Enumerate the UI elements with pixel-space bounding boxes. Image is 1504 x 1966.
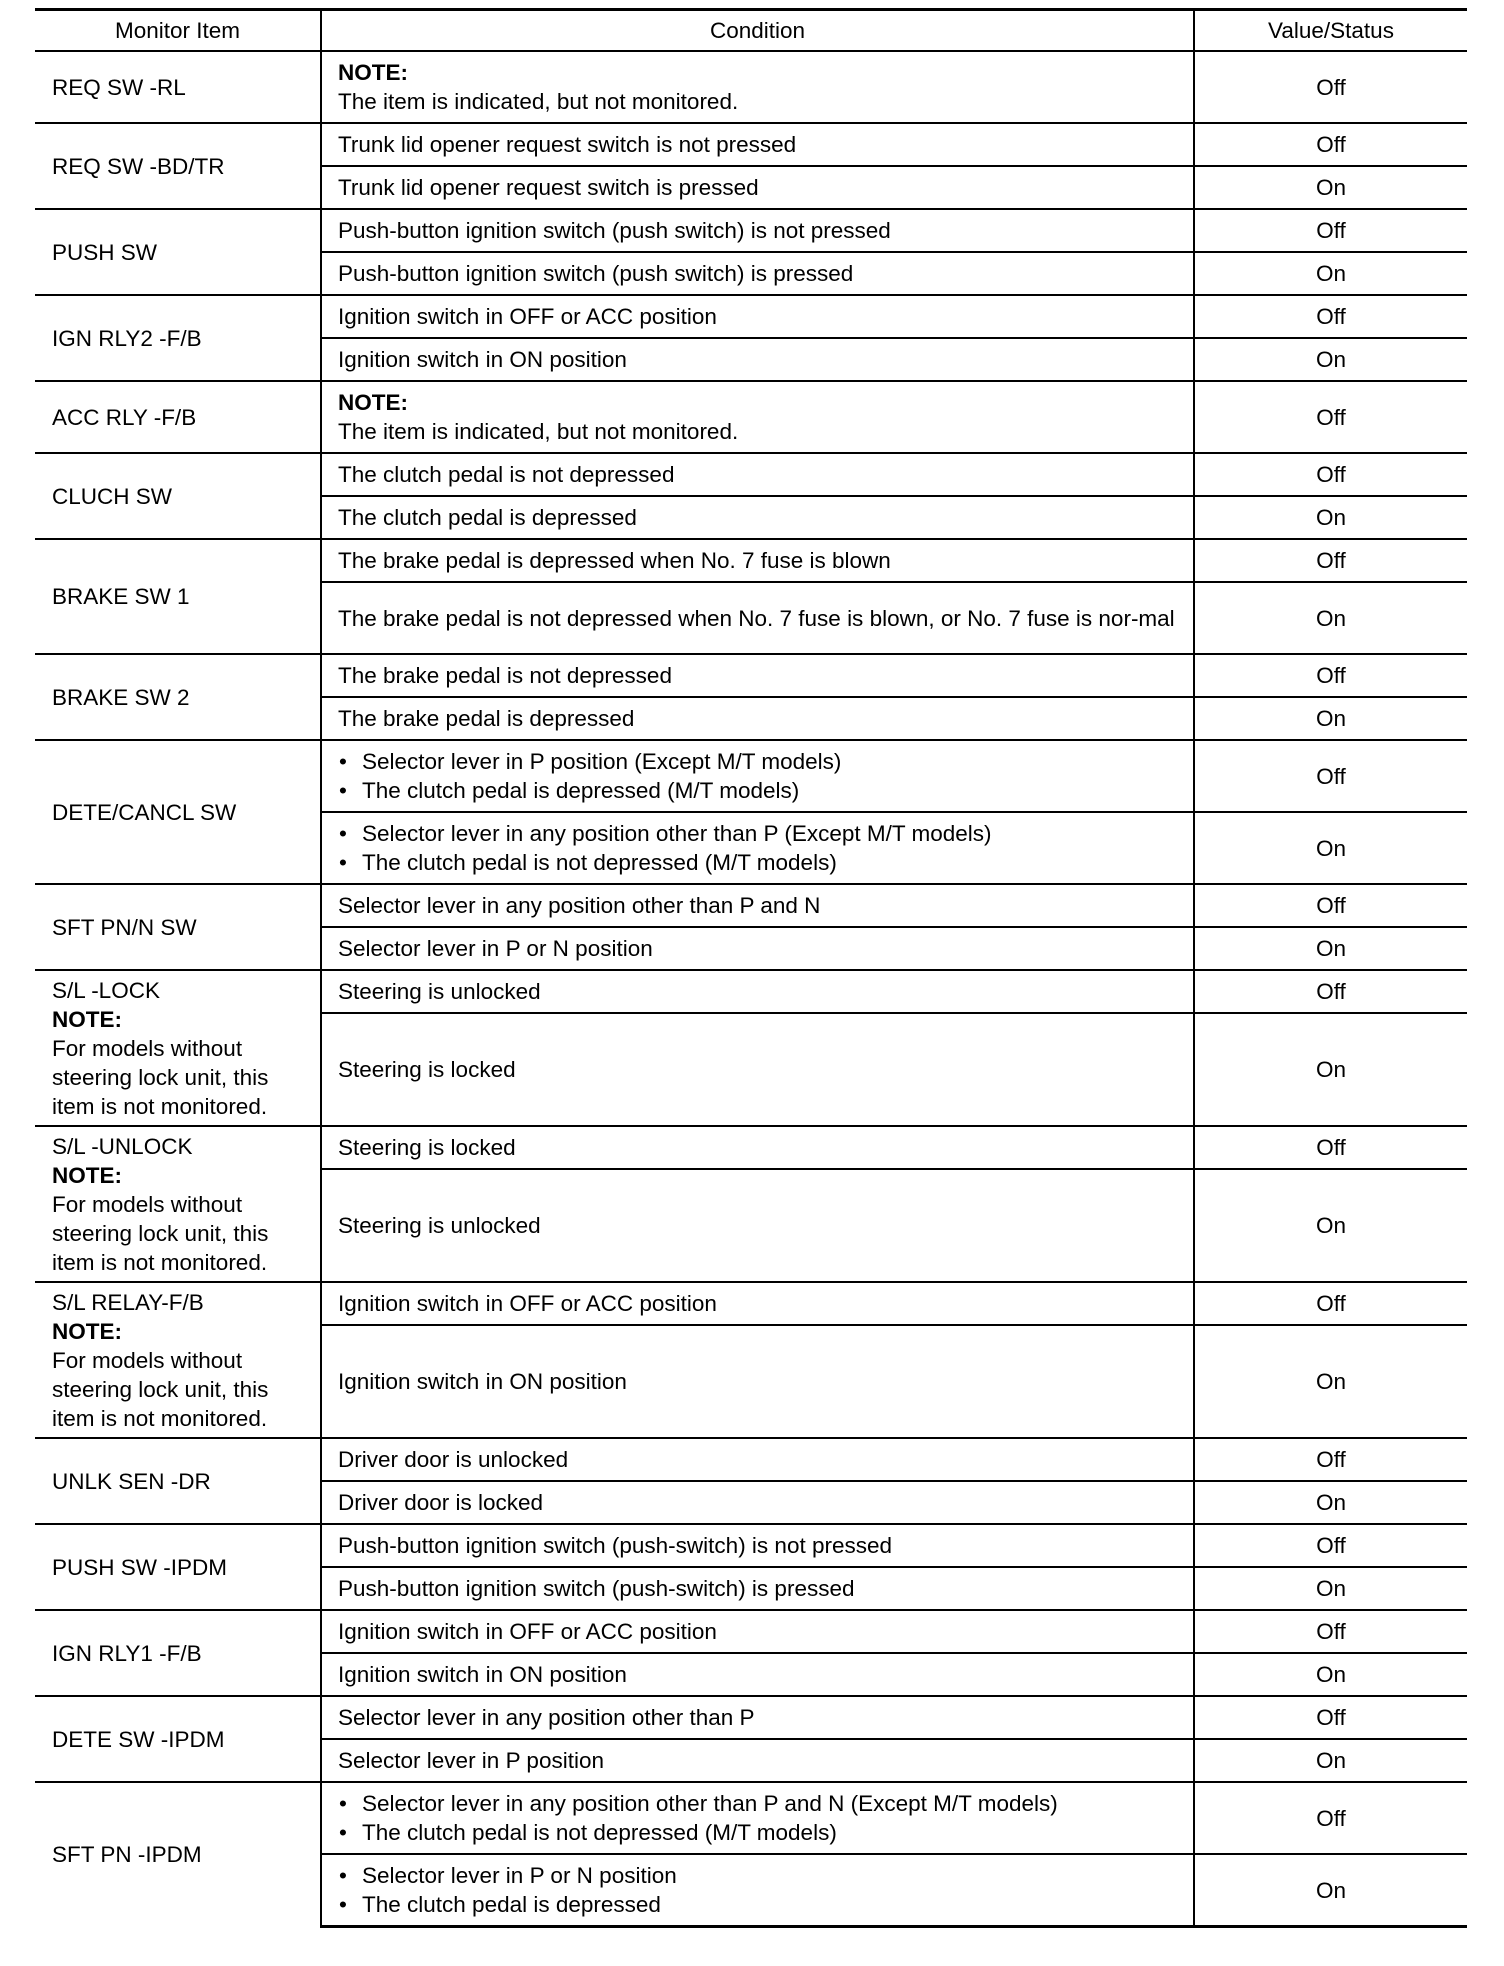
monitor-item-name: S/L -UNLOCK	[52, 1133, 193, 1159]
value-status-cell: Off	[1194, 51, 1467, 123]
condition-cell	[321, 1696, 1194, 1739]
value-status-cell: Off	[1194, 1282, 1467, 1325]
monitor-item-name: DETE SW -IPDM	[52, 1726, 225, 1752]
monitor-item-table	[35, 8, 1467, 1928]
condition-cell	[321, 1782, 1194, 1854]
condition-text: Steering is locked	[338, 1135, 516, 1160]
condition-text: Ignition switch in OFF or ACC position	[338, 1619, 717, 1644]
value-status-cell: Off	[1194, 539, 1467, 582]
condition-cell	[321, 1438, 1194, 1481]
monitor-item-cell	[35, 453, 321, 539]
condition-cell	[321, 927, 1194, 970]
value-status-cell: Off	[1194, 884, 1467, 927]
condition-text: Push-button ignition switch (push switch) is pressed	[338, 261, 854, 286]
condition-cell	[321, 252, 1194, 295]
condition-bullet-item: • Selector lever in any position other than P and N (Except M/T models)	[338, 1789, 1181, 1818]
item-note-label: NOTE:	[52, 1318, 122, 1344]
condition-cell	[321, 582, 1194, 654]
item-note-text: For models without steering lock unit, this item is not monitored.	[52, 1191, 269, 1275]
condition-cell	[321, 697, 1194, 740]
condition-cell	[321, 1126, 1194, 1169]
condition-bullet-item: • The clutch pedal is not depressed (M/T models)	[338, 1818, 1181, 1847]
value-status-cell: Off	[1194, 654, 1467, 697]
monitor-item-cell	[35, 884, 321, 970]
monitor-item-name: BRAKE SW 1	[52, 584, 190, 609]
condition-cell	[321, 1653, 1194, 1696]
condition-text: The item is indicated, but not monitored.	[338, 419, 739, 444]
monitor-item-name: IGN RLY1 -F/B	[52, 1640, 202, 1666]
condition-cell	[321, 1854, 1194, 1927]
value-status-cell: On	[1194, 1481, 1467, 1524]
condition-note-label: NOTE:	[338, 390, 408, 415]
value-status-cell: On	[1194, 812, 1467, 884]
condition-cell	[321, 1567, 1194, 1610]
table-body	[35, 51, 1467, 1927]
condition-cell	[321, 1169, 1194, 1282]
table-row	[35, 970, 1467, 1013]
item-note-label: NOTE:	[52, 1162, 122, 1188]
monitor-item-cell	[35, 381, 321, 453]
table-row	[35, 51, 1467, 123]
monitor-item-name: UNLK SEN -DR	[52, 1468, 211, 1494]
condition-text: Steering is unlocked	[338, 979, 541, 1004]
monitor-item-cell	[35, 1696, 321, 1782]
condition-cell	[321, 539, 1194, 582]
header-monitor-item: Monitor Item	[35, 10, 321, 52]
condition-text: Driver door is unlocked	[338, 1447, 569, 1472]
condition-bullet-item: • The clutch pedal is depressed (M/T models)	[338, 776, 1181, 805]
value-status-cell: On	[1194, 496, 1467, 539]
monitor-item-name: SFT PN -IPDM	[52, 1842, 202, 1868]
table-row	[35, 381, 1467, 453]
condition-text: The brake pedal is depressed when No. 7 fuse is blown	[338, 548, 891, 573]
value-status-cell: On	[1194, 166, 1467, 209]
condition-text: The clutch pedal is depressed	[338, 505, 637, 530]
value-status-cell: On	[1194, 1567, 1467, 1610]
condition-text: Steering is unlocked	[338, 1213, 541, 1238]
value-status-cell: Off	[1194, 381, 1467, 453]
monitor-item-name: CLUCH SW	[52, 483, 173, 509]
condition-cell	[321, 1013, 1194, 1126]
table-row	[35, 884, 1467, 927]
table-row	[35, 123, 1467, 166]
condition-bullet-list	[338, 819, 1181, 877]
condition-bullet-list	[338, 1861, 1181, 1919]
condition-text: Trunk lid opener request switch is pressed	[338, 175, 759, 200]
value-status-cell: Off	[1194, 1610, 1467, 1653]
condition-text: Push-button ignition switch (push-switch) is pressed	[338, 1576, 855, 1601]
condition-cell	[321, 740, 1194, 812]
condition-cell	[321, 51, 1194, 123]
monitor-item-cell	[35, 1524, 321, 1610]
monitor-item-name: BRAKE SW 2	[52, 684, 190, 710]
table-row	[35, 209, 1467, 252]
condition-bullet-list	[338, 1789, 1181, 1847]
monitor-item-name: S/L RELAY-F/B	[52, 1289, 204, 1315]
condition-cell	[321, 496, 1194, 539]
monitor-item-cell	[35, 1610, 321, 1696]
value-status-cell: Off	[1194, 970, 1467, 1013]
condition-cell	[321, 123, 1194, 166]
condition-text: Driver door is locked	[338, 1490, 544, 1515]
table-row	[35, 1438, 1467, 1481]
monitor-item-name: REQ SW -BD/TR	[52, 153, 225, 179]
value-status-cell: On	[1194, 1169, 1467, 1282]
condition-cell	[321, 1325, 1194, 1438]
table-row	[35, 1696, 1467, 1739]
value-status-cell: Off	[1194, 1696, 1467, 1739]
value-status-cell: On	[1194, 582, 1467, 654]
item-note-text: For models without steering lock unit, this item is not monitored.	[52, 1347, 269, 1431]
condition-cell	[321, 1481, 1194, 1524]
condition-text: Selector lever in any position other than P	[338, 1705, 755, 1730]
value-status-cell: On	[1194, 927, 1467, 970]
condition-bullet-list	[338, 747, 1181, 805]
value-status-cell: Off	[1194, 1126, 1467, 1169]
monitor-item-name: ACC RLY -F/B	[52, 404, 197, 430]
condition-note-label: NOTE:	[338, 60, 408, 85]
value-status-cell: Off	[1194, 740, 1467, 812]
value-status-cell: On	[1194, 1325, 1467, 1438]
condition-text: Ignition switch in ON position	[338, 1662, 627, 1687]
value-status-cell: Off	[1194, 123, 1467, 166]
condition-text: The item is indicated, but not monitored.	[338, 89, 739, 114]
monitor-item-name: S/L -LOCK	[52, 977, 160, 1003]
value-status-cell: On	[1194, 252, 1467, 295]
value-status-cell: On	[1194, 1653, 1467, 1696]
monitor-item-name: PUSH SW	[52, 239, 158, 265]
monitor-item-cell	[35, 1282, 321, 1438]
monitor-item-cell	[35, 209, 321, 295]
monitor-item-cell	[35, 1782, 321, 1927]
condition-bullet-item: • The clutch pedal is not depressed (M/T models)	[338, 848, 1181, 877]
monitor-item-name: REQ SW -RL	[52, 74, 186, 100]
monitor-item-cell	[35, 539, 321, 654]
item-note-label: NOTE:	[52, 1006, 122, 1032]
condition-text: Push-button ignition switch (push-switch) is not pressed	[338, 1533, 893, 1558]
condition-cell	[321, 1524, 1194, 1567]
table-row	[35, 295, 1467, 338]
item-note-text: For models without steering lock unit, this item is not monitored.	[52, 1035, 269, 1119]
condition-text: Selector lever in P or N position	[338, 936, 653, 961]
value-status-cell: Off	[1194, 453, 1467, 496]
condition-text: Push-button ignition switch (push switch) is not pressed	[338, 218, 891, 243]
monitor-item-cell	[35, 51, 321, 123]
monitor-item-name: SFT PN/N SW	[52, 914, 197, 940]
condition-text: Selector lever in any position other than P and N	[338, 893, 821, 918]
value-status-cell: On	[1194, 1739, 1467, 1782]
value-status-cell: On	[1194, 697, 1467, 740]
condition-text: The clutch pedal is not depressed	[338, 462, 675, 487]
condition-text: The brake pedal is not depressed when No. 7 fuse is blown, or No. 7 fuse is nor-mal	[338, 605, 1175, 631]
condition-text: Ignition switch in ON position	[338, 347, 627, 372]
value-status-cell: On	[1194, 338, 1467, 381]
condition-text: Ignition switch in ON position	[338, 1369, 627, 1394]
condition-cell	[321, 1739, 1194, 1782]
condition-cell	[321, 166, 1194, 209]
table-row	[35, 1126, 1467, 1169]
table-row	[35, 1282, 1467, 1325]
value-status-cell: Off	[1194, 209, 1467, 252]
monitor-item-cell	[35, 654, 321, 740]
monitor-table-sheet	[35, 8, 1467, 1928]
monitor-item-name: DETE/CANCL SW	[52, 799, 237, 825]
condition-cell	[321, 1282, 1194, 1325]
condition-text: Trunk lid opener request switch is not pressed	[338, 132, 797, 157]
value-status-cell: On	[1194, 1013, 1467, 1126]
table-row	[35, 740, 1467, 812]
value-status-cell: Off	[1194, 1782, 1467, 1854]
header-condition: Condition	[321, 10, 1194, 52]
table-row	[35, 654, 1467, 697]
condition-text: The brake pedal is not depressed	[338, 663, 672, 688]
table-row	[35, 1610, 1467, 1653]
table-header-row	[35, 10, 1467, 52]
condition-bullet-item: • Selector lever in P or N position	[338, 1861, 1181, 1890]
condition-cell	[321, 338, 1194, 381]
condition-text: Selector lever in P position	[338, 1748, 604, 1773]
condition-bullet-item: • Selector lever in any position other than P (Except M/T models)	[338, 819, 1181, 848]
monitor-item-name: PUSH SW -IPDM	[52, 1554, 228, 1580]
monitor-item-cell	[35, 970, 321, 1126]
monitor-item-cell	[35, 1438, 321, 1524]
condition-bullet-item: • The clutch pedal is depressed	[338, 1890, 1181, 1919]
condition-cell	[321, 381, 1194, 453]
value-status-cell: On	[1194, 1854, 1467, 1927]
condition-cell	[321, 970, 1194, 1013]
condition-cell	[321, 884, 1194, 927]
table-row	[35, 539, 1467, 582]
condition-cell	[321, 209, 1194, 252]
condition-text: The brake pedal is depressed	[338, 706, 635, 731]
value-status-cell: Off	[1194, 1524, 1467, 1567]
table-row	[35, 453, 1467, 496]
table-row	[35, 1524, 1467, 1567]
value-status-cell: Off	[1194, 295, 1467, 338]
condition-cell	[321, 1610, 1194, 1653]
monitor-item-cell	[35, 1126, 321, 1282]
monitor-item-name: IGN RLY2 -F/B	[52, 325, 202, 351]
monitor-item-cell	[35, 295, 321, 381]
condition-cell	[321, 295, 1194, 338]
condition-cell	[321, 812, 1194, 884]
table-row	[35, 1782, 1467, 1854]
condition-bullet-item: • Selector lever in P position (Except M/T models)	[338, 747, 1181, 776]
monitor-item-cell	[35, 740, 321, 884]
condition-cell	[321, 453, 1194, 496]
header-value-status: Value/Status	[1194, 10, 1467, 52]
condition-cell	[321, 654, 1194, 697]
condition-text: Ignition switch in OFF or ACC position	[338, 1291, 717, 1316]
value-status-cell: Off	[1194, 1438, 1467, 1481]
condition-text: Ignition switch in OFF or ACC position	[338, 304, 717, 329]
monitor-item-cell	[35, 123, 321, 209]
condition-text: Steering is locked	[338, 1057, 516, 1082]
